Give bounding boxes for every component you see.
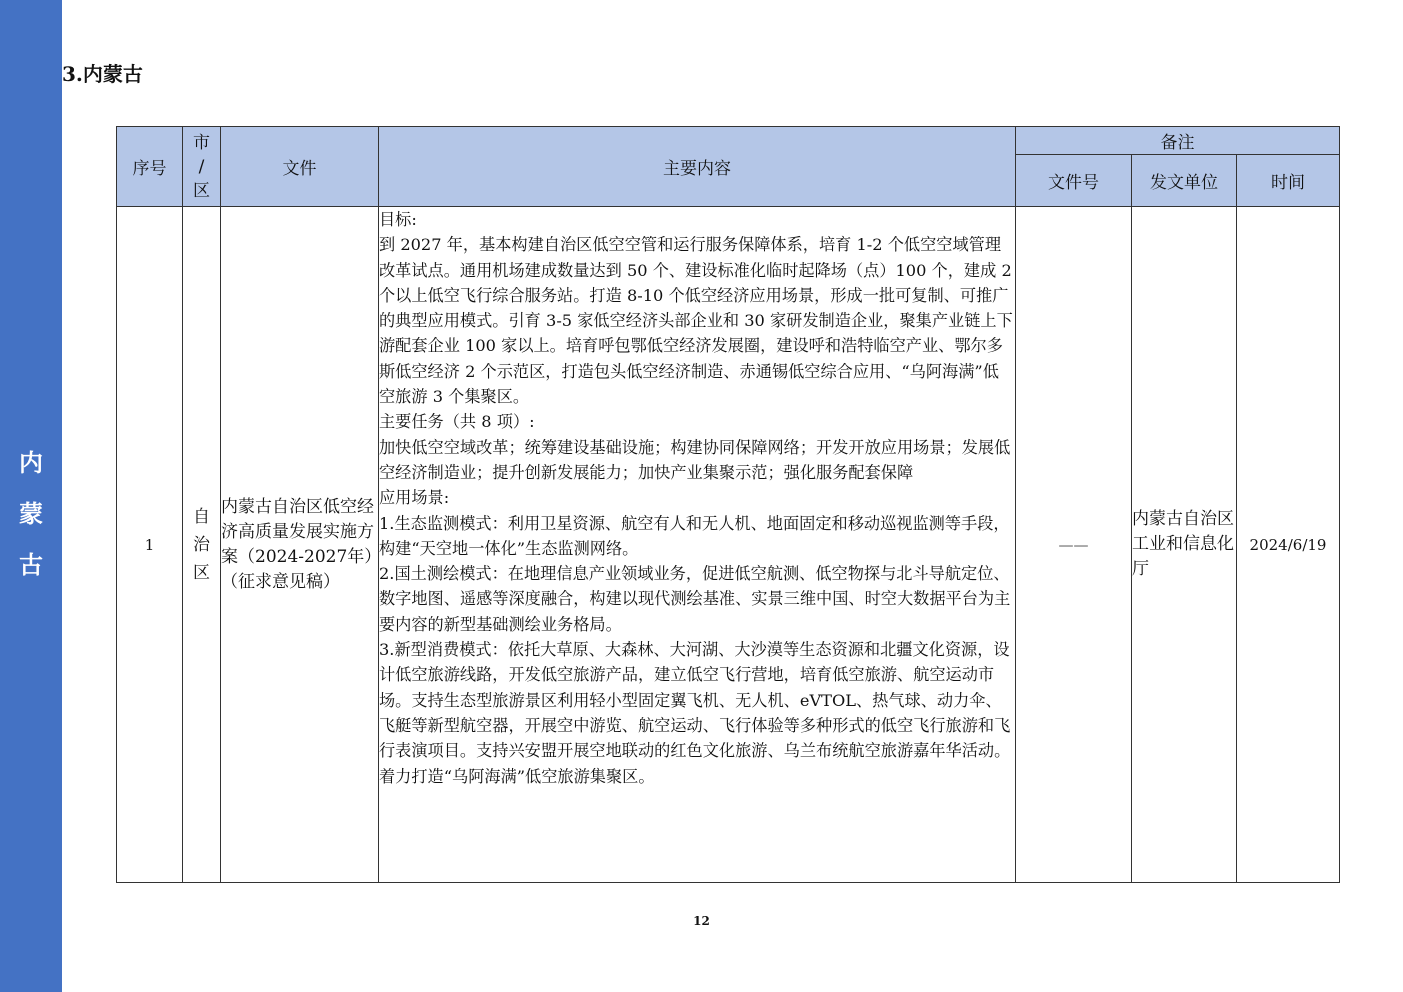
content-paragraph: 主要任务（共 8 项）: [379, 412, 535, 432]
cell-issuer: 内蒙古自治区工业和信息化厅 [1132, 207, 1237, 883]
header-seq: 序号 [117, 127, 183, 207]
header-city [183, 127, 221, 207]
policy-table [116, 126, 1340, 883]
header-issuer: 发文单位 [1132, 155, 1237, 207]
cell-doc-no: —— [1016, 207, 1132, 883]
content-paragraph: 3.新型消费模式：依托大草原、大森林、大河湖、大沙漠等生态资源和北疆文化资源，设计低空旅游线路，开发低空旅游产品，建立低空飞行营地，培育低空旅游、航空运动市场。支持生态型旅游景区利用轻小型固定翼飞机、无人机、eVTOL、热气球、动力伞、飞艇等新型航空器，开展空中游览、航空运动、飞行体验等多种形式的低空飞行旅游和飞行表演项目。支持兴安盟开展空地联动的红色文化旅游、乌兰布统航空旅游嘉年华活动。着力打造“乌阿海满”低空旅游集聚区。 [379, 640, 1011, 786]
content-paragraph: 2.国土测绘模式：在地理信息产业领域业务，促进低空航测、低空物探与北斗导航定位、数字地图、遥感等深度融合，构建以现代测绘基准、实景三维中国、时空大数据平台为主要内容的新型基础测绘业务格局。 [379, 564, 1011, 634]
section-title: 3.内蒙古 [62, 62, 143, 86]
cell-seq: 1 [117, 207, 183, 883]
cell-time: 2024/6/19 [1237, 207, 1340, 883]
cell-city-char: 区 [193, 562, 210, 583]
content-paragraph: 应用场景: [379, 488, 450, 508]
header-remarks: 备注 [1016, 127, 1340, 155]
cell-city-char: 治 [193, 534, 210, 555]
cell-city-char: 自 [193, 506, 210, 527]
sidebar [0, 0, 62, 992]
page-number: 12 [693, 914, 710, 928]
header-content: 主要内容 [379, 127, 1016, 207]
content-paragraph: 到 2027 年，基本构建自治区低空空管和运行服务保障体系，培育 1-2 个低空空域管理改革试点。通用机场建成数量达到 50 个、建设标准化临时起降场（点）100 个，建成 2 个以上低空飞行综合服务站。打造 8-10 个低空经济应用场景，形成一批可复制、可推广的典型应用模式。引育 3-5 家低空经济头部企业和 30 家研发制造企业，聚集产业链上下游配套企业 100 家以上。培育呼包鄂低空经济发展圈，建设呼和浩特临空产业、鄂尔多斯低空经济 2 个示范区，打造包头低空经济制造、赤通锡低空综合应用、“乌阿海满”低空旅游 3 个集聚区。 [379, 235, 1013, 407]
header-file: 文件 [221, 127, 379, 207]
header-city-char: 市 [193, 132, 210, 153]
sidebar-char: 蒙 [19, 500, 43, 528]
header-doc-no: 文件号 [1016, 155, 1132, 207]
cell-city [183, 207, 221, 883]
table-row [117, 207, 1340, 883]
content-paragraph: 1.生态监测模式：利用卫星资源、航空有人和无人机、地面固定和移动巡视监测等手段，构建“天空地一体化”生态监测网络。 [379, 513, 1010, 558]
header-city-char: 区 [193, 180, 210, 201]
content-paragraph: 目标: [379, 210, 417, 229]
header-time: 时间 [1237, 155, 1340, 207]
sidebar-label [0, 438, 62, 591]
cell-content [379, 207, 1016, 883]
content-paragraph: 加快低空空域改革；统筹建设基础设施；构建协同保障网络；开发开放应用场景；发展低空经济制造业；提升创新发展能力；加快产业集聚示范；强化服务配套保障 [379, 437, 1011, 482]
header-city-char: / [198, 156, 205, 177]
sidebar-char: 古 [19, 551, 43, 579]
cell-file: 内蒙古自治区低空经济高质量发展实施方案（2024-2027年）（征求意见稿） [221, 207, 379, 883]
sidebar-char: 内 [19, 449, 43, 477]
